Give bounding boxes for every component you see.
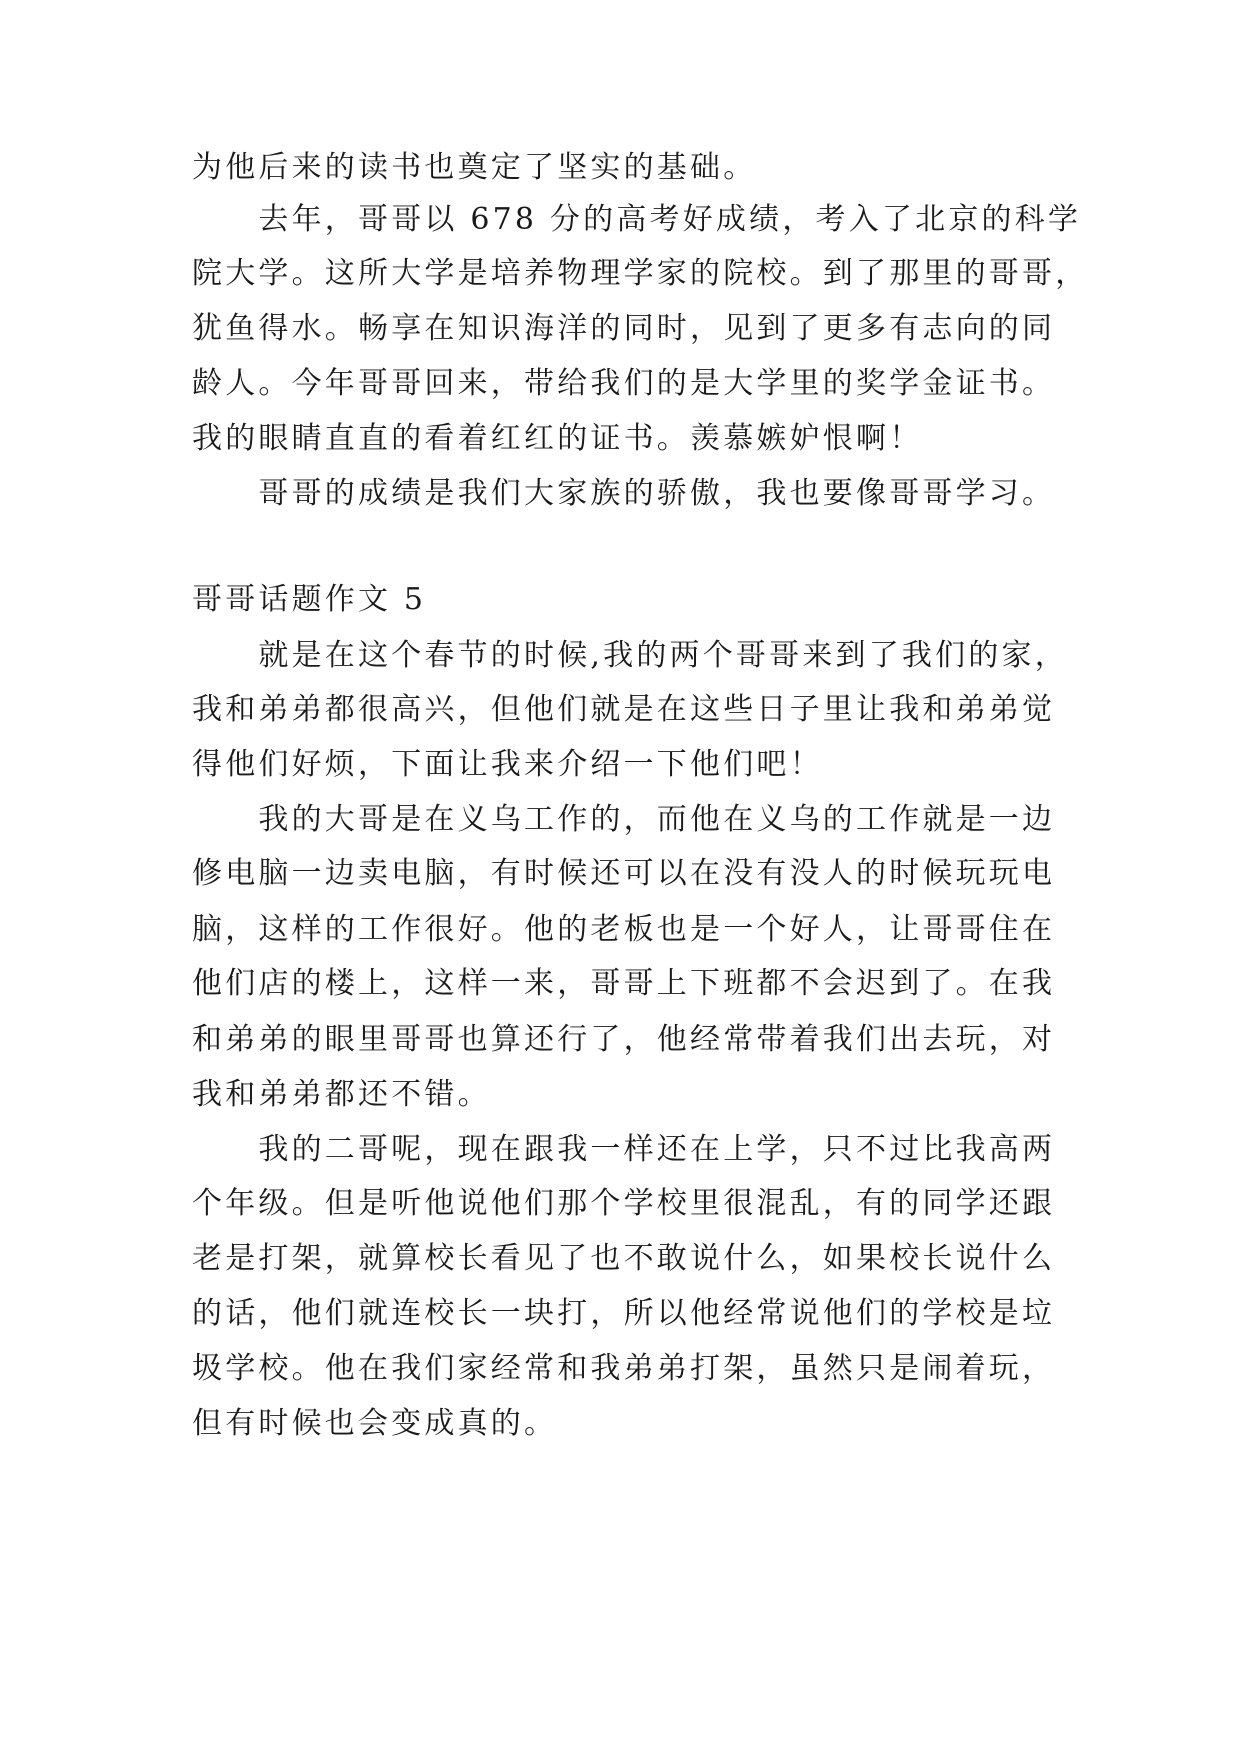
text-line: 脑，这样的工作很好。他的老板也是一个好人，让哥哥住在 (192, 912, 1056, 947)
text-line: 就是在这个春节的时候,我的两个哥哥来到了我们的家， (192, 638, 1068, 673)
text-line: 的话，他们就连校长一块打，所以他经常说他们的学校是垃 (192, 1296, 1056, 1331)
text-line: 我的大哥是在义乌工作的，而他在义乌的工作就是一边 (192, 802, 1056, 837)
section-heading: 哥哥话题作文 5 (192, 582, 427, 617)
text-line: 个年级。但是听他说他们那个学校里很混乱，有的同学还跟 (192, 1186, 1056, 1221)
text-line: 我和弟弟都很高兴，但他们就是在这些日子里让我和弟弟觉 (192, 692, 1056, 727)
text-line: 哥哥的成绩是我们大家族的骄傲，我也要像哥哥学习。 (192, 476, 1056, 511)
text-line: 但有时候也会变成真的。 (192, 1406, 558, 1441)
text-line: 院大学。这所大学是培养物理学家的院校。到了那里的哥哥， (192, 256, 1089, 291)
text-line: 他们店的楼上，这样一来，哥哥上下班都不会迟到了。在我 (192, 966, 1056, 1001)
text-line: 和弟弟的眼里哥哥也算还行了，他经常带着我们出去玩，对 (192, 1022, 1056, 1057)
text-line: 我的眼睛直直的看着红红的证书。羡慕嫉妒恨啊！ (192, 421, 923, 456)
text-line: 得他们好烦，下面让我来介绍一下他们吧！ (192, 747, 823, 782)
text-line: 修电脑一边卖电脑，有时候还可以在没有没人的时候玩玩电 (192, 856, 1056, 891)
text-line: 我的二哥呢，现在跟我一样还在上学，只不过比我高两 (192, 1132, 1056, 1167)
text-line: 老是打架，就算校长看见了也不敢说什么，如果校长说什么 (192, 1241, 1056, 1276)
text-line: 犹鱼得水。畅享在知识海洋的同时，见到了更多有志向的同 (192, 311, 1056, 346)
text-line: 我和弟弟都还不错。 (192, 1077, 491, 1112)
text-line: 为他后来的读书也奠定了坚实的基础。 (192, 150, 757, 185)
text-line: 龄人。今年哥哥回来，带给我们的是大学里的奖学金证书。 (192, 366, 1056, 401)
text-line: 圾学校。他在我们家经常和我弟弟打架，虽然只是闹着玩， (192, 1351, 1056, 1386)
text-line: 去年，哥哥以 678 分的高考好成绩，考入了北京的科学 (192, 202, 1082, 237)
